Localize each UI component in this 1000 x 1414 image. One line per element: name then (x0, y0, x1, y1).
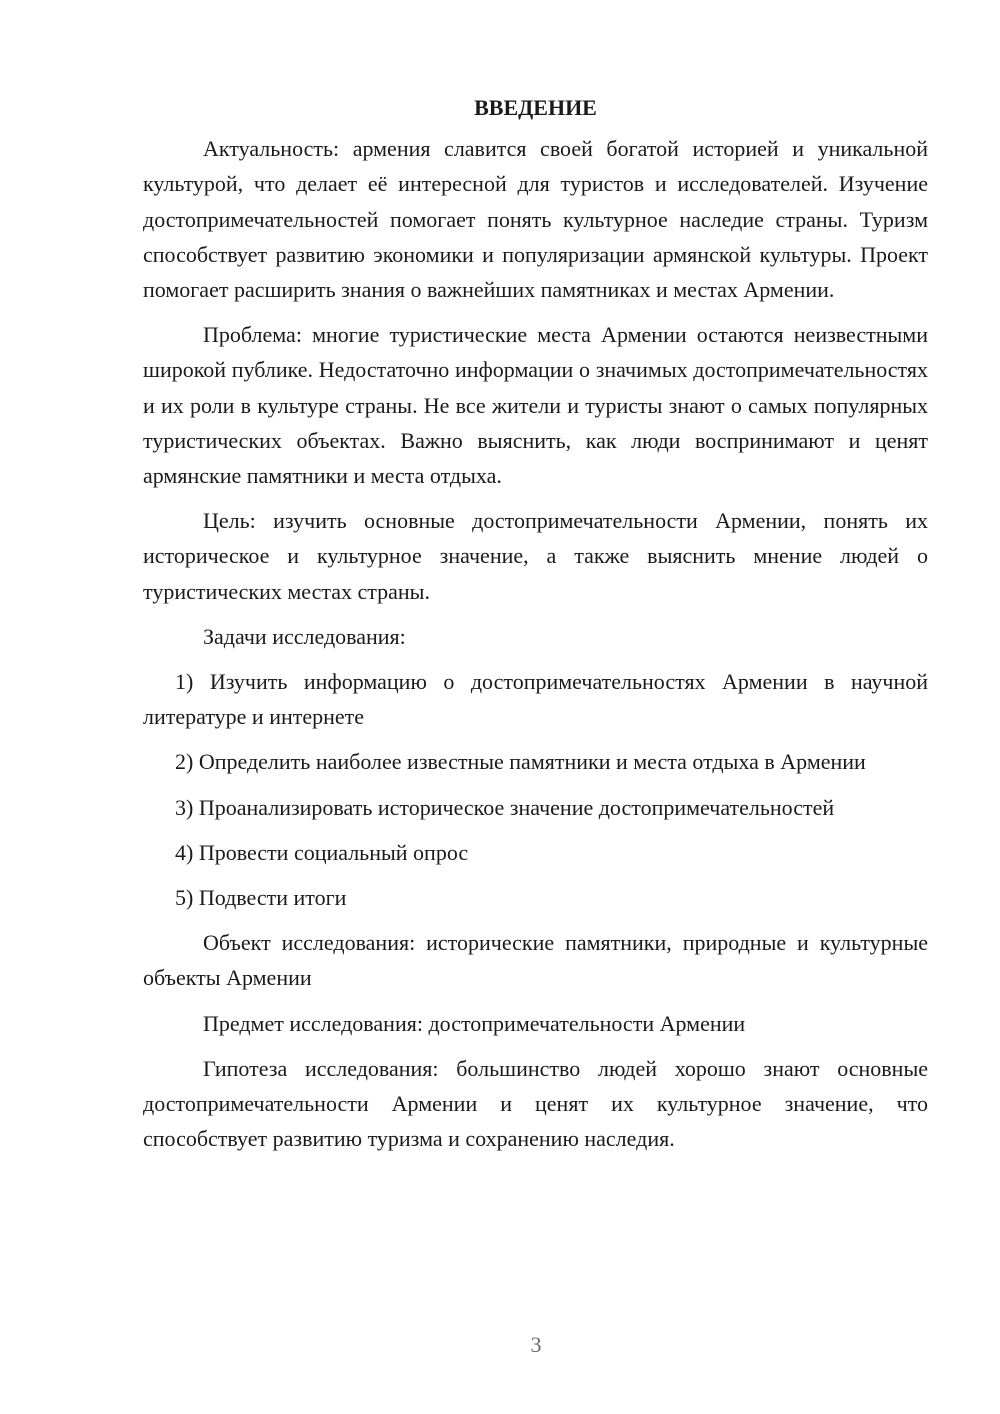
page-body (143, 90, 928, 1166)
problem-paragraph: Проблема: многие туристические места Армении остаются неизвестными широкой публике. Недостаточно информации о значимых достопримечательностях и их роли в культуре страны. Не все жители и туристы знают о самых популярных туристических объектах. Важно выяснить, как люди воспринимают и ценят армянские памятники и места отдыха. (143, 322, 928, 489)
task-item-4: 4) Провести социальный опрос (175, 839, 469, 865)
hypothesis-paragraph: Гипотеза исследования: большинство людей хорошо знают основные достопримечательности Армении и ценят их культурное значение, что способствует развитию туризма и сохранению наследия. (143, 1055, 928, 1152)
task-item-2: 2) Определить наиболее известные памятники и места отдыха в Армении (175, 749, 866, 775)
task-item-3: 3) Проанализировать историческое значение достопримечательностей (175, 794, 835, 820)
page-heading: ВВЕДЕНИЕ (474, 95, 597, 120)
relevance-paragraph: Актуальность: армения славится своей богатой историей и уникальной культурой, что делает её интересной для туристов и исследователей. Изучение достопримечательностей помогает понять культурное наследие страны. Туризм способствует развитию экономики и популяризации армянской культуры. Проект помогает расширить знания о важнейших памятниках и местах Армении. (143, 136, 928, 303)
object-paragraph: Объект исследования: исторические памятники, природные и культурные объекты Армении (143, 930, 928, 991)
goal-paragraph: Цель: изучить основные достопримечательности Армении, понять их историческое и культурное значение, а также выяснить мнение людей о туристических местах страны. (143, 508, 928, 604)
subject-paragraph: Предмет исследования: достопримечательности Армении (203, 1010, 746, 1036)
task-item-5: 5) Подвести итоги (175, 885, 347, 911)
page-number: 3 (530, 1332, 542, 1357)
task-item-1: 1) Изучить информацию о достопримечательностях Армении в научной литературе и интернете (143, 669, 928, 730)
tasks-title: Задачи исследования: (203, 623, 406, 649)
